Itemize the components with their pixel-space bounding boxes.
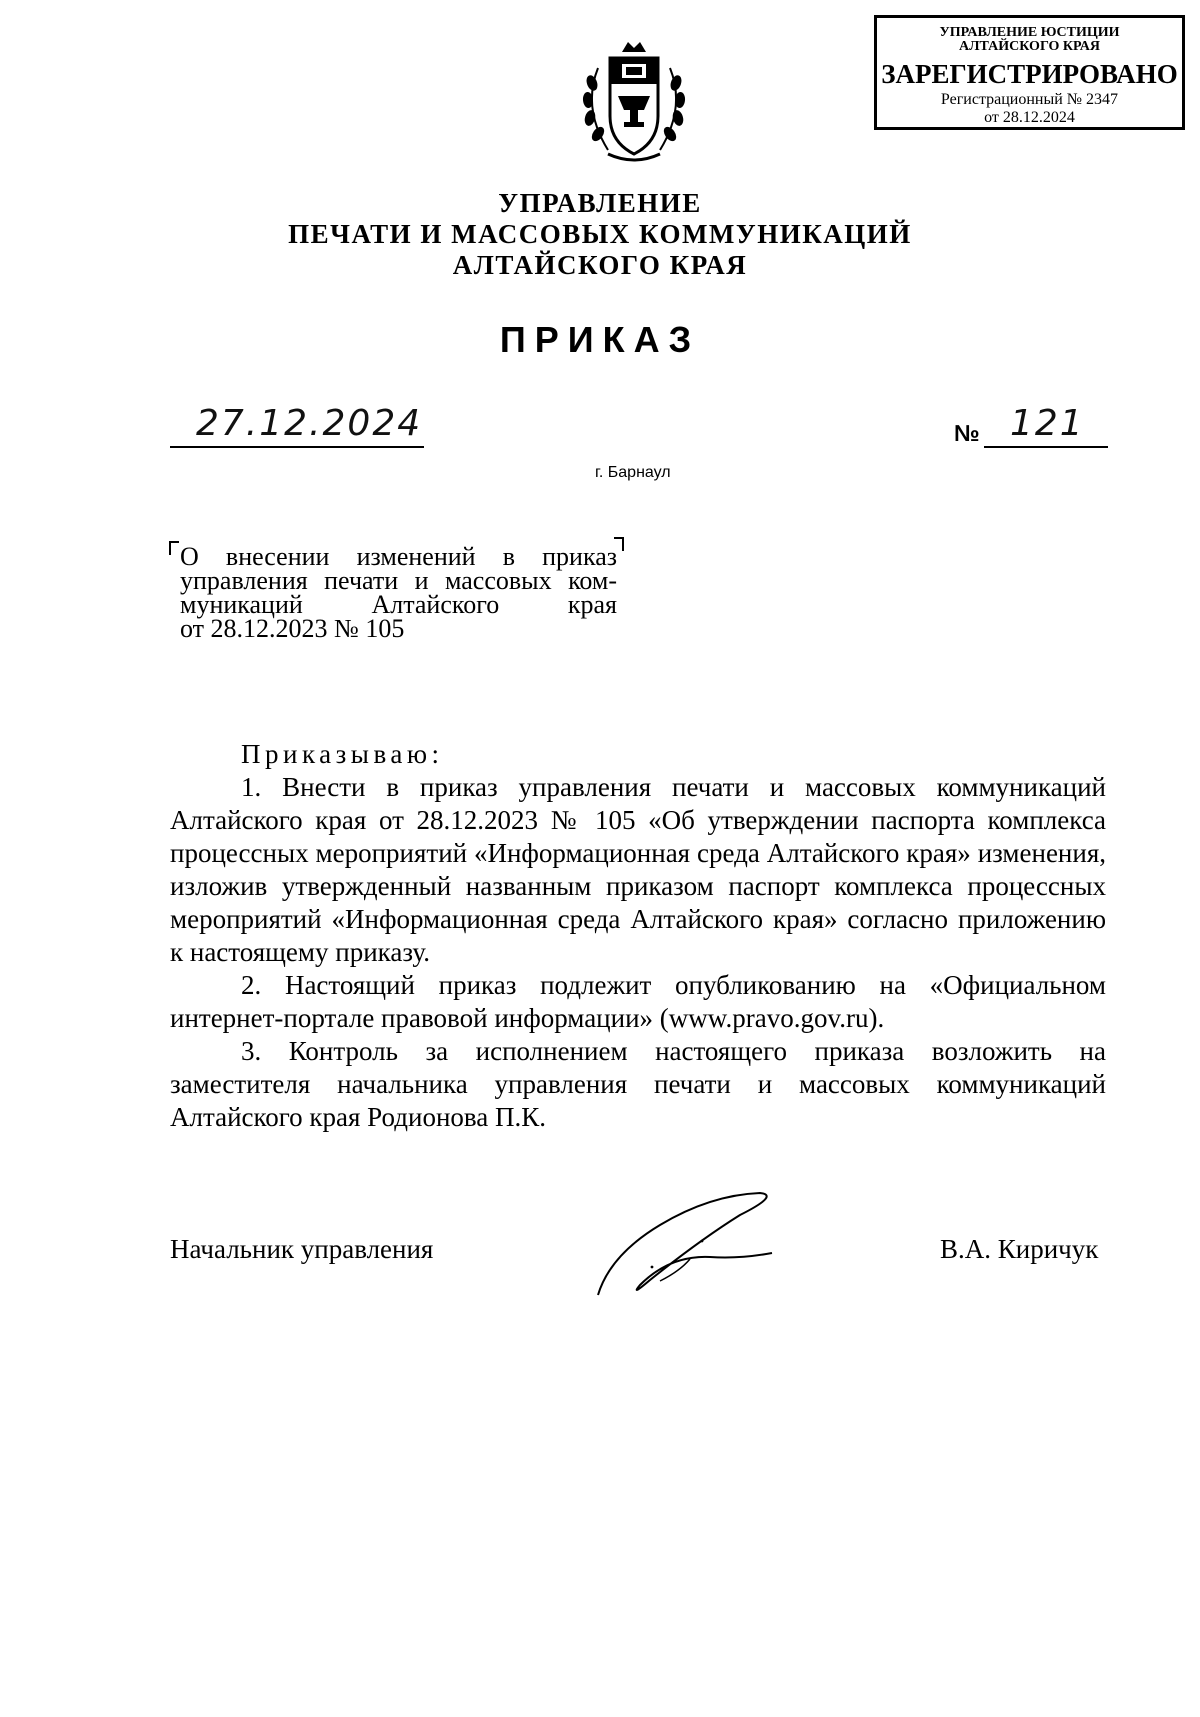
date-underline — [170, 446, 424, 448]
stamp-reg-date: от 28.12.2024 — [984, 109, 1075, 126]
number-label: № — [954, 420, 980, 446]
order-subject — [180, 542, 617, 643]
subject-corner-left — [169, 541, 179, 555]
order-body — [170, 738, 1106, 1134]
number-underline — [984, 446, 1108, 448]
stamp-reg-number: Регистрационный № 2347 — [940, 91, 1119, 108]
paragraph-3: 3. Контроль за исполнением настоящего приказа возложить на заместителя начальника управления печати и массовых коммуникаций Алтайского края Родионова П.К. — [170, 1036, 1106, 1132]
order-word: Приказываю: — [241, 739, 444, 769]
subject-line3: муникаций Алтайского края — [180, 590, 617, 619]
header-line3: АЛТАЙСКОГО КРАЯ — [452, 250, 748, 280]
organization-header — [0, 188, 1200, 281]
subject-line1: О внесении изменений в приказ — [180, 542, 617, 571]
coat-of-arms-icon — [578, 38, 690, 168]
document-type: ПРИКАЗ — [499, 319, 701, 360]
subject-line2: управления печати и массовых ком- — [180, 566, 617, 595]
signatory-title: Начальник управления — [170, 1234, 434, 1264]
subject-line4: от 28.12.2023 № 105 — [180, 614, 405, 643]
order-number: 121 — [1010, 403, 1085, 444]
paragraph-1: 1. Внести в приказ управления печати и массовых коммуникаций Алтайского края от 28.12.2023 № 105 «Об утверждении паспорта комплекса процессных мероприятий «Информационная среда Алтайского края» изменения, изложив утвержденный названным приказом паспорт комплекса процессных мероприятий «Информационная среда Алтайского края» согласно приложению к настоящему приказу. — [170, 772, 1106, 967]
order-date: 27.12.2024 — [196, 403, 423, 444]
signatory-name: В.А. Киричук — [940, 1234, 1099, 1264]
handwritten-signature — [590, 1185, 790, 1305]
paragraph-2: 2. Настоящий приказ подлежит опубликованию на «Официальном интернет-портале правовой информации» (www.pravo.gov.ru). — [170, 970, 1106, 1033]
header-line2: ПЕЧАТИ И МАССОВЫХ КОММУНИКАЦИЙ — [288, 219, 912, 249]
stamp-line1: УПРАВЛЕНИЕ ЮСТИЦИИ — [939, 25, 1120, 40]
stamp-status: ЗАРЕГИСТРИРОВАНО — [881, 59, 1178, 89]
city: г. Барнаул — [595, 464, 671, 481]
header-line1: УПРАВЛЕНИЕ — [498, 188, 702, 218]
stamp-line2: АЛТАЙСКОГО КРАЯ — [958, 39, 1101, 54]
registration-stamp — [874, 15, 1185, 130]
